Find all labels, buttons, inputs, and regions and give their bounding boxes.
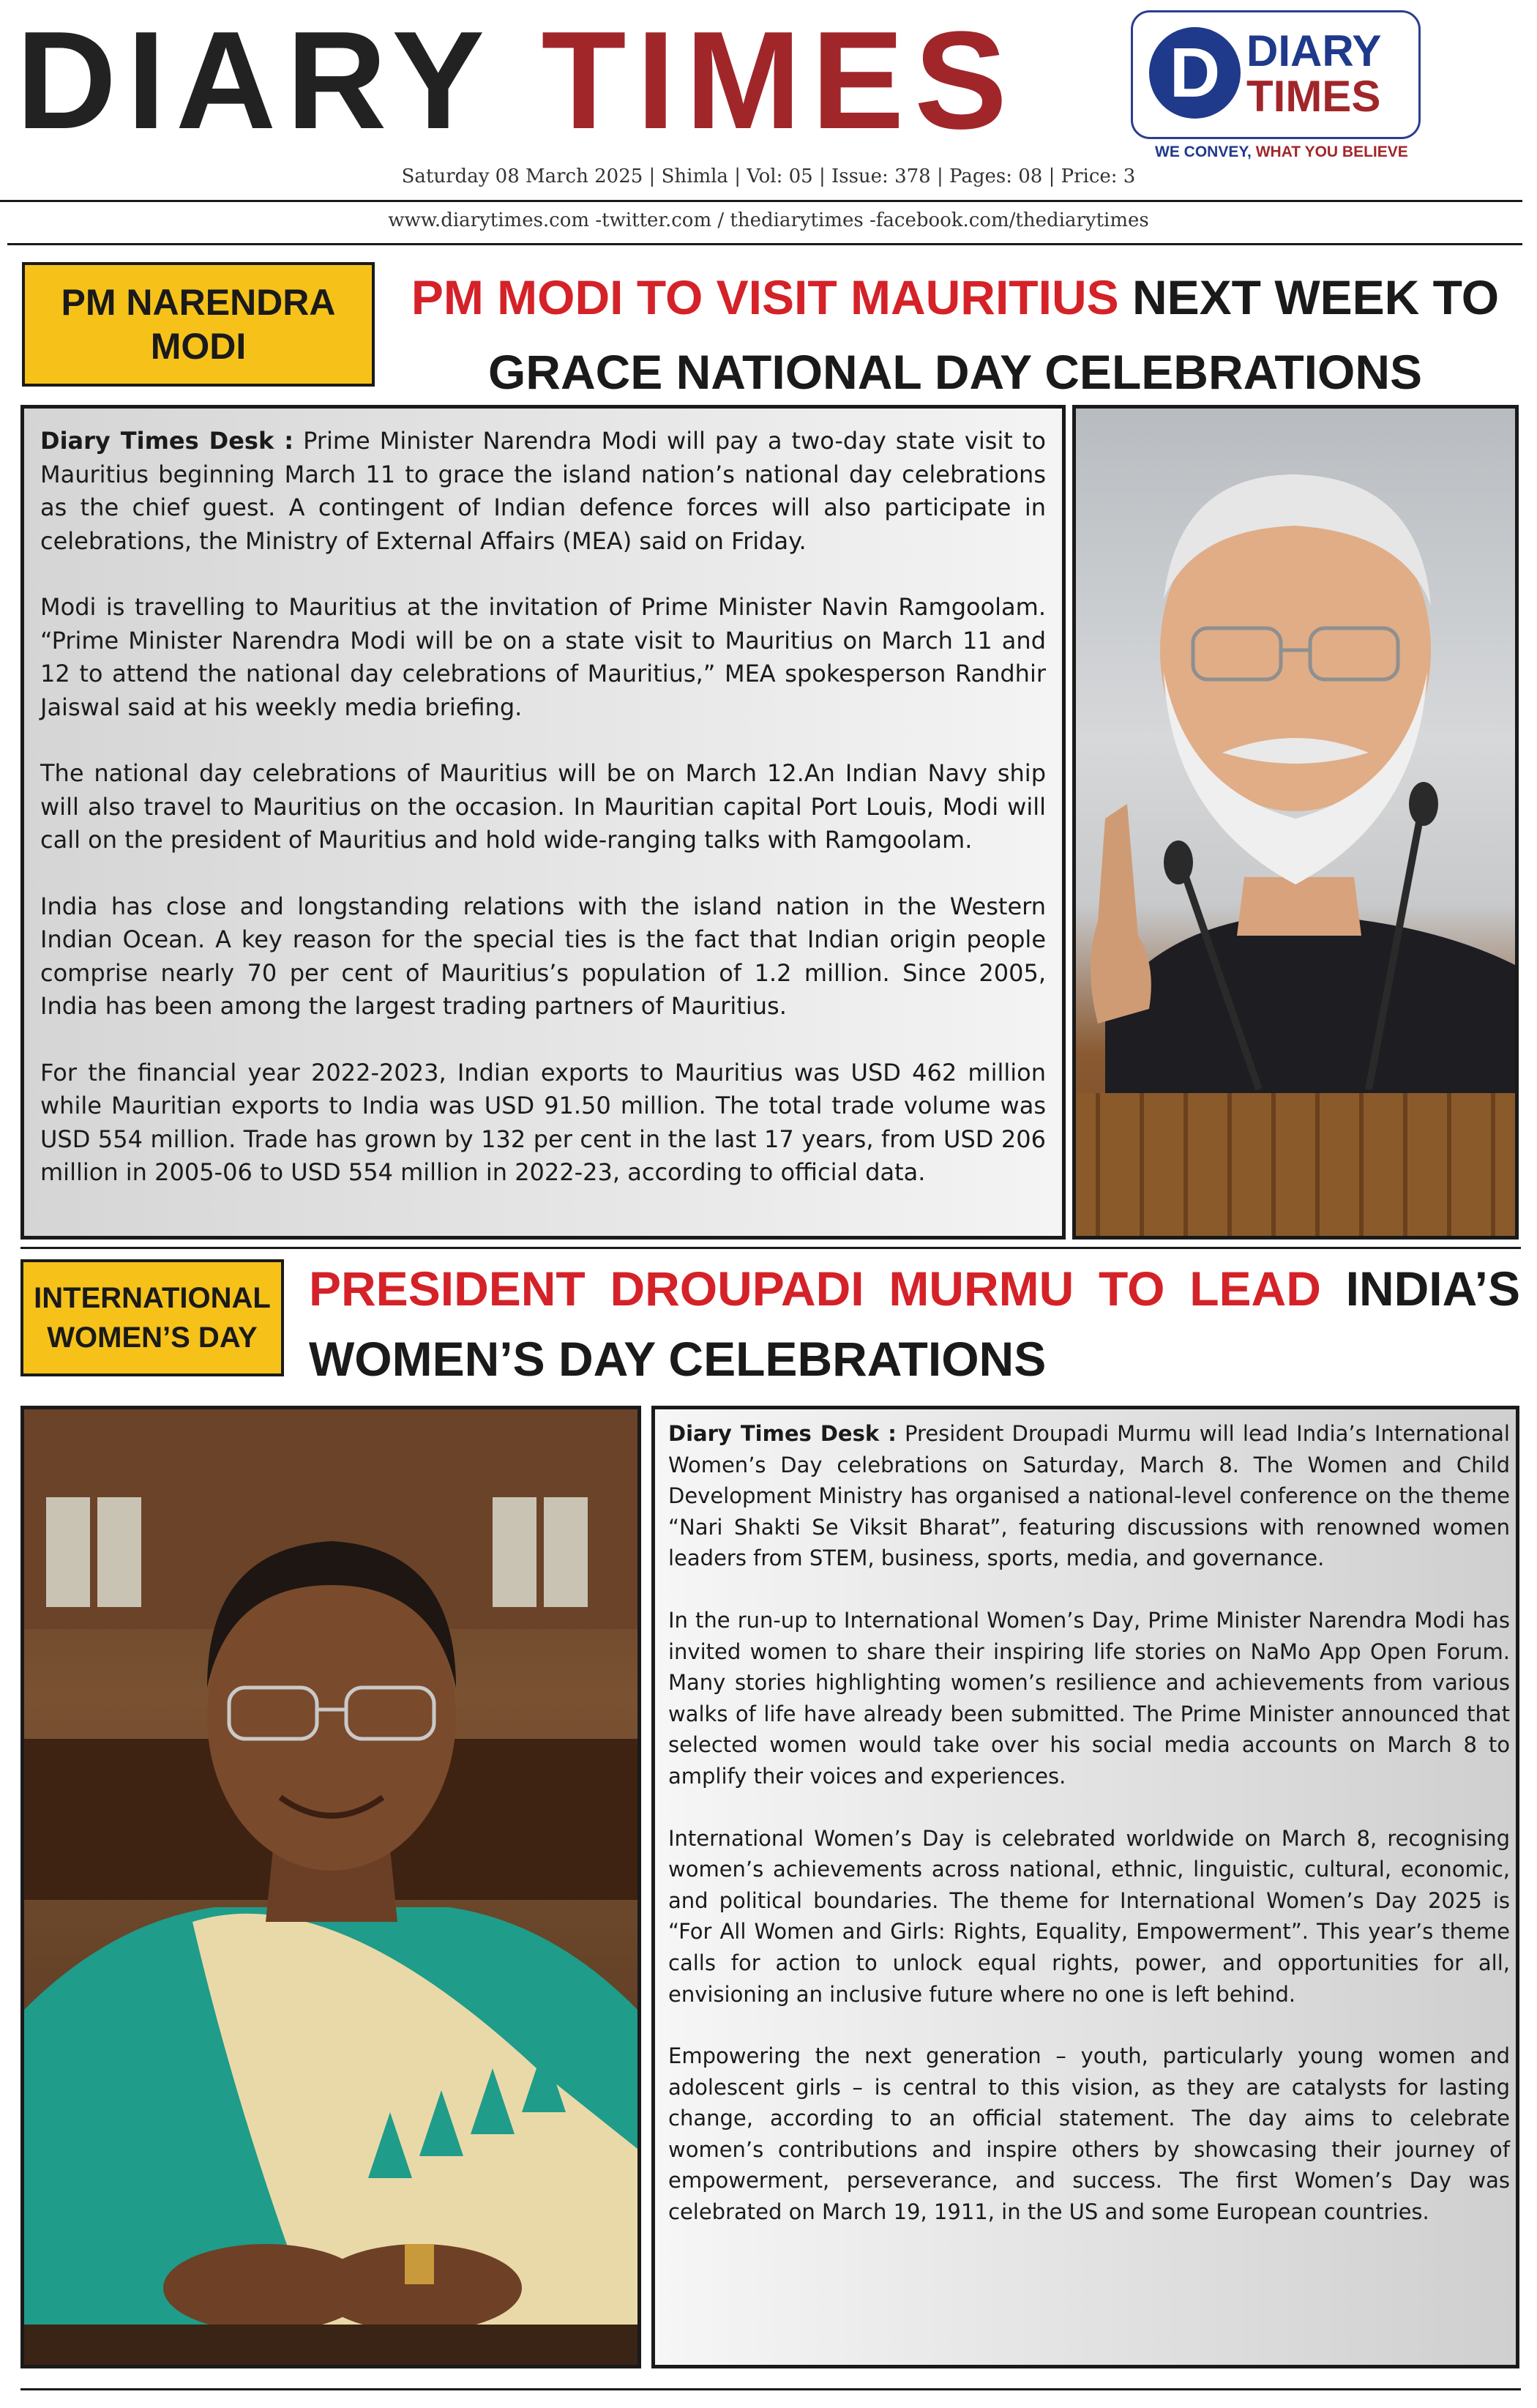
story1-p1-text: Prime Minister Narendra Modi will pay a two-day state visit to Mauritius beginning March 11 to grace the island nation’s national day celebrations as the chief guest. A contingent of Indian defence forces will also participate in celebrations, the Ministry of External Affairs (MEA) said on Friday.	[40, 427, 1047, 555]
social-links[interactable]: www.diarytimes.com -twitter.com / thediarytimes -facebook.com/thediarytimes	[388, 209, 1149, 231]
story2-paragraph-3: International Women’s Day is celebrated worldwide on March 8, recognising women’s achievements across national, ethnic, linguistic, cultural, economic, and political boundaries. The theme for International Women’s Day 2025 is “For All Women and Girls: Rights, Equality, Empowerment”. This year’s theme calls for action to unlock equal rights, power, and opportunities for all, envisioning an inclusive future where no one is left behind.	[668, 1825, 1510, 2007]
story1-headline	[395, 260, 1515, 409]
tagline-part1: WE CONVEY,	[1155, 143, 1256, 160]
photo-pm-modi	[1072, 405, 1519, 1240]
pm-modi-portrait-image	[1076, 409, 1515, 1236]
masthead-title-diary: DIARY	[16, 3, 493, 158]
story1-paragraph-4: India has close and longstanding relations with the island nation in the Western Indian Ocean. A key reason for the special ties is the fact that Indian origin people comprise nearly 70 per cent of Mauritius’s population of 1.2 million. Since 2005, India has been among the largest trading partners of Mauritius.	[40, 892, 1046, 1020]
masthead-title-times: TIMES	[541, 3, 1018, 158]
story1-paragraph-2: Modi is travelling to Mauritius at the invitation of Prime Minister Navin Ramgoolam. “Prime Minister Narendra Modi will be on a state visit to Mauritius on March 11 and 12 to attend the national day celebrations of Mauritius,” MEA spokesperson Randhir Jaiswal said at his weekly media briefing.	[40, 593, 1046, 721]
story1-paragraph-3: The national day celebrations of Mauritius will be on March 12.An Indian Navy ship will also travel to Mauritius on the occasion. In Mauritian capital Port Louis, Modi will call on the president of Mauritius and hold wide-ranging talks with Ramgoolam.	[40, 759, 1046, 854]
logo-text-diary: DIARY	[1246, 26, 1382, 75]
logo-d-mark-icon: D	[1149, 27, 1241, 119]
dateline: Saturday 08 March 2025 | Shimla | Vol: 05 | Issue: 378 | Pages: 08 | Price: 3	[401, 165, 1136, 187]
president-murmu-portrait-image	[24, 1409, 637, 2365]
section-badge-pm-modi: PM NARENDRA MODI	[22, 262, 375, 387]
story1-desk-label: Diary Times Desk :	[40, 427, 294, 455]
story1-body	[40, 425, 1046, 1190]
story2-p1-text: President Droupadi Murmu will lead India’s International Women’s Day celebrations on Saturday, March 8. The Women and Child Development Ministry has organised a national-level conference on the theme “Nari Shakti Se Viksit Bharat”, featuring discussions with renowned women leaders from STEM, business, sports, media, and governance.	[668, 1421, 1510, 1571]
masthead-title	[16, 3, 1018, 158]
story2-headline-black: INDIA’S WOMEN’S DAY CELEBRATIONS	[309, 1261, 1520, 1386]
story1-headline-red: PM MODI TO VISIT MAURITIUS	[411, 270, 1119, 324]
story1-paragraph-5: For the financial year 2022-2023, Indian exports to Mauritius was USD 462 million while Mauritian exports to India was USD 91.50 million. The total trade volume was USD 554 million. Trade has grown by 132 per cent in the last 17 years, from USD 206 million in 2005-06 to USD 554 million in 2022-23, according to official data.	[40, 1058, 1046, 1186]
logo-text-times: TIMES	[1246, 72, 1381, 121]
story2-desk-label: Diary Times Desk :	[668, 1421, 897, 1446]
section-badge-womens-day: INTERNATIONAL WOMEN’S DAY	[20, 1259, 284, 1376]
story-divider	[20, 1247, 1521, 1249]
story2-paragraph-2: In the run-up to International Women’s Day, Prime Minister Narendra Modi has invited women to share their inspiring life stories on NaMo App Open Forum. Many stories highlighting women’s resilience and achievements from various walks of life have already been submitted. The Prime Minister announced that selected women would take over his social media accounts on March 8 to amplify their voices and experiences.	[668, 1607, 1510, 1789]
story2-headline-red: PRESIDENT DROUPADI MURMU TO LEAD	[309, 1261, 1321, 1316]
logo-tagline	[1155, 143, 1408, 161]
story1-paragraph-1	[40, 425, 1046, 558]
photo-president-murmu	[20, 1406, 641, 2368]
header-divider	[0, 200, 1522, 202]
story2-headline	[309, 1253, 1520, 1394]
story1-article-box	[20, 405, 1066, 1240]
brand-logo	[1131, 10, 1421, 139]
story2-paragraph-4: Empowering the next generation – youth, particularly young women and adolescent girls – is central to this vision, as they are catalysts for lasting change, according to an official statement. The day aims to celebrate women’s contributions and inspire others by showcasing their journey of empowerment, perseverance, and success. The first Women’s Day was celebrated on March 19, 1911, in the US and some European countries.	[668, 2043, 1510, 2225]
tagline-part2: WHAT YOU BELIEVE	[1255, 143, 1408, 160]
story1-headline-black: NEXT WEEK TO GRACE NATIONAL DAY CELEBRATIONS	[487, 270, 1500, 399]
header-divider-bottom	[7, 243, 1522, 245]
story2-article-box	[651, 1406, 1519, 2368]
story2-body	[668, 1418, 1510, 2228]
story2-paragraph-1	[668, 1418, 1510, 1574]
footer-divider	[20, 2388, 1521, 2390]
